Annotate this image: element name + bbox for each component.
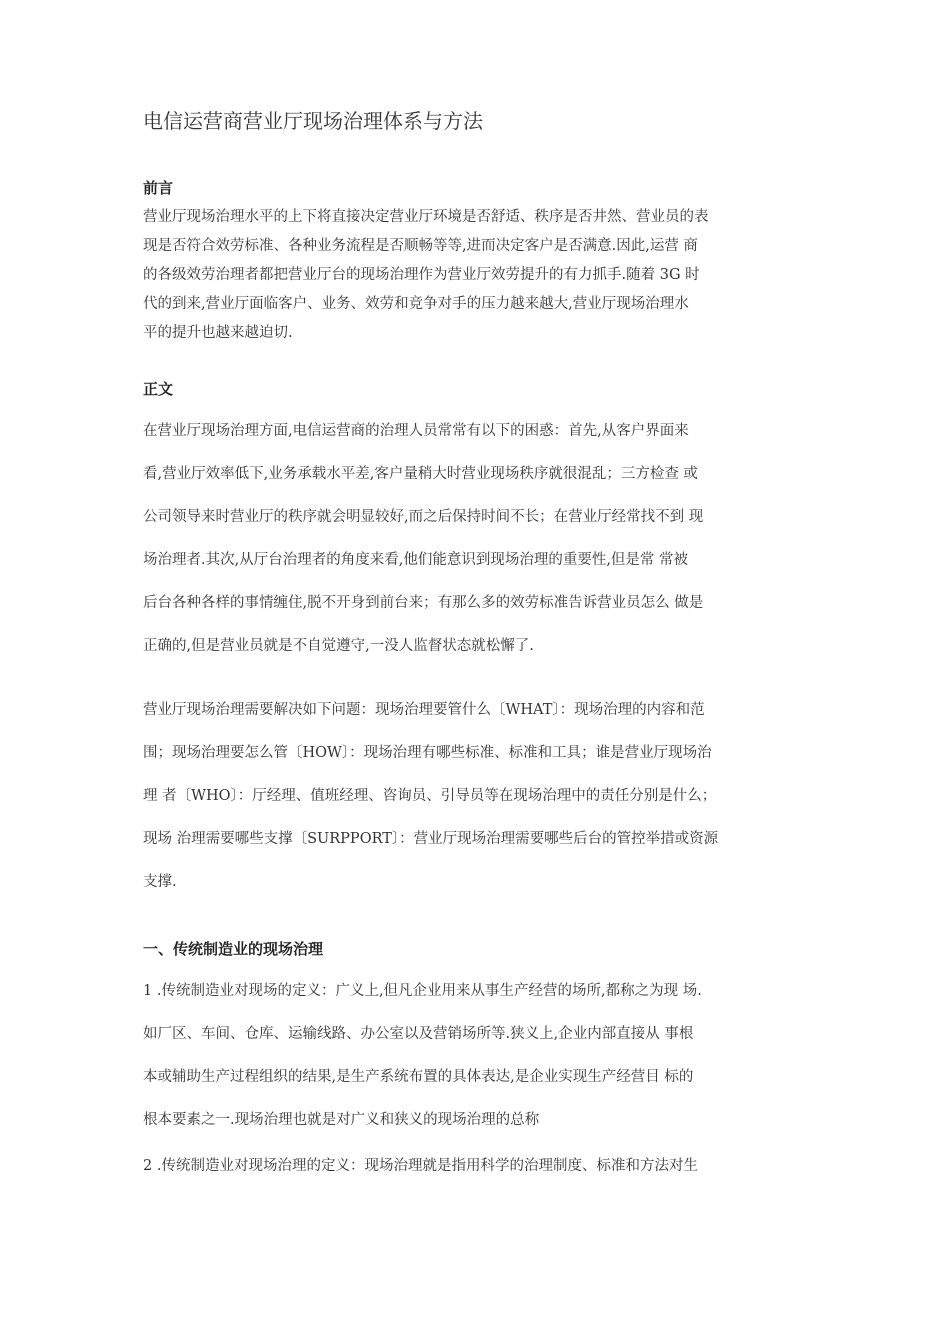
- body-paragraph-line: 看,营业厅效率低下,业务承载水平差,客户量稍大时营业现场秩序就很混乱；三方检查 或: [143, 466, 698, 482]
- preface-line: 平的提升也越来越迫切.: [143, 325, 293, 341]
- document-title: 电信运营商营业厅现场治理体系与方法: [143, 109, 483, 133]
- body-paragraph-line: 理 者〔WHO〕：厅经理、值班经理、咨询员、引导员等在现场治理中的责任分别是什么；: [143, 788, 717, 804]
- body-paragraph-line: 在营业厅现场治理方面,电信运营商的治理人员常常有以下的困惑：首先,从客户界面来: [143, 423, 689, 439]
- preface-heading: 前言: [143, 179, 174, 197]
- body-heading: 正文: [143, 380, 174, 398]
- body-paragraph-line: 正确的,但是营业员就是不自觉遵守,一没人监督状态就松懈了.: [143, 638, 534, 654]
- body-paragraph-line: 场治理者.其次,从厅台治理者的角度来看,他们能意识到现场治理的重要性,但是常 常被: [143, 552, 689, 568]
- section-item-line: 本或辅助生产过程组织的结果,是生产系统布置的具体表达,是企业实现生产经营目 标的: [143, 1069, 694, 1085]
- preface-line: 代的到来,营业厅面临客户、业务、效劳和竞争对手的压力越来越大,营业厅现场治理水: [143, 296, 689, 312]
- section-item-line: 1 .传统制造业对现场的定义：广义上,但凡企业用来从事生产经营的场所,都称之为现 场.: [143, 983, 702, 999]
- body-paragraph-line: 公司领导来时营业厅的秩序就会明显较好,而之后保持时间不长；在营业厅经常找不到 现: [143, 509, 704, 525]
- section-item-line: 根本要素之一.现场治理也就是对广义和狭义的现场治理的总称: [143, 1112, 540, 1128]
- section-item-line: 如厂区、车间、仓库、运输线路、办公室以及营销场所等.狭义上,企业内部直接从 事根: [143, 1026, 694, 1042]
- preface-line: 营业厅现场治理水平的上下将直接决定营业厅环境是否舒适、秩序是否井然、营业员的表: [143, 209, 709, 225]
- section-item-line: 2 .传统制造业对现场治理的定义：现场治理就是指用科学的治理制度、标准和方法对生: [143, 1158, 698, 1174]
- preface-line: 的各级效劳治理者都把营业厅台的现场治理作为营业厅效劳提升的有力抓手.随着 3G 时: [143, 267, 700, 283]
- body-paragraph-line: 现场 治理需要哪些支撑〔SURPPORT〕：营业厅现场治理需要哪些后台的管控举措或资源: [143, 831, 719, 847]
- body-paragraph-line: 营业厅现场治理需要解决如下问题：现场治理要管什么〔WHAT〕：现场治理的内容和范: [143, 702, 705, 718]
- body-paragraph-line: 支撑.: [143, 874, 177, 890]
- section-heading: 一、传统制造业的现场治理: [143, 940, 324, 958]
- body-paragraph-line: 后台各种各样的事情缠住,脱不开身到前台来；有那么多的效劳标准告诉营业员怎么 做是: [143, 595, 704, 611]
- preface-line: 现是否符合效劳标准、各种业务流程是否顺畅等等,进而决定客户是否满意.因此,运营 商: [143, 238, 698, 254]
- body-paragraph-line: 围；现场治理要怎么管〔HOW〕：现场治理有哪些标准、标准和工具；谁是营业厅现场治: [143, 745, 712, 761]
